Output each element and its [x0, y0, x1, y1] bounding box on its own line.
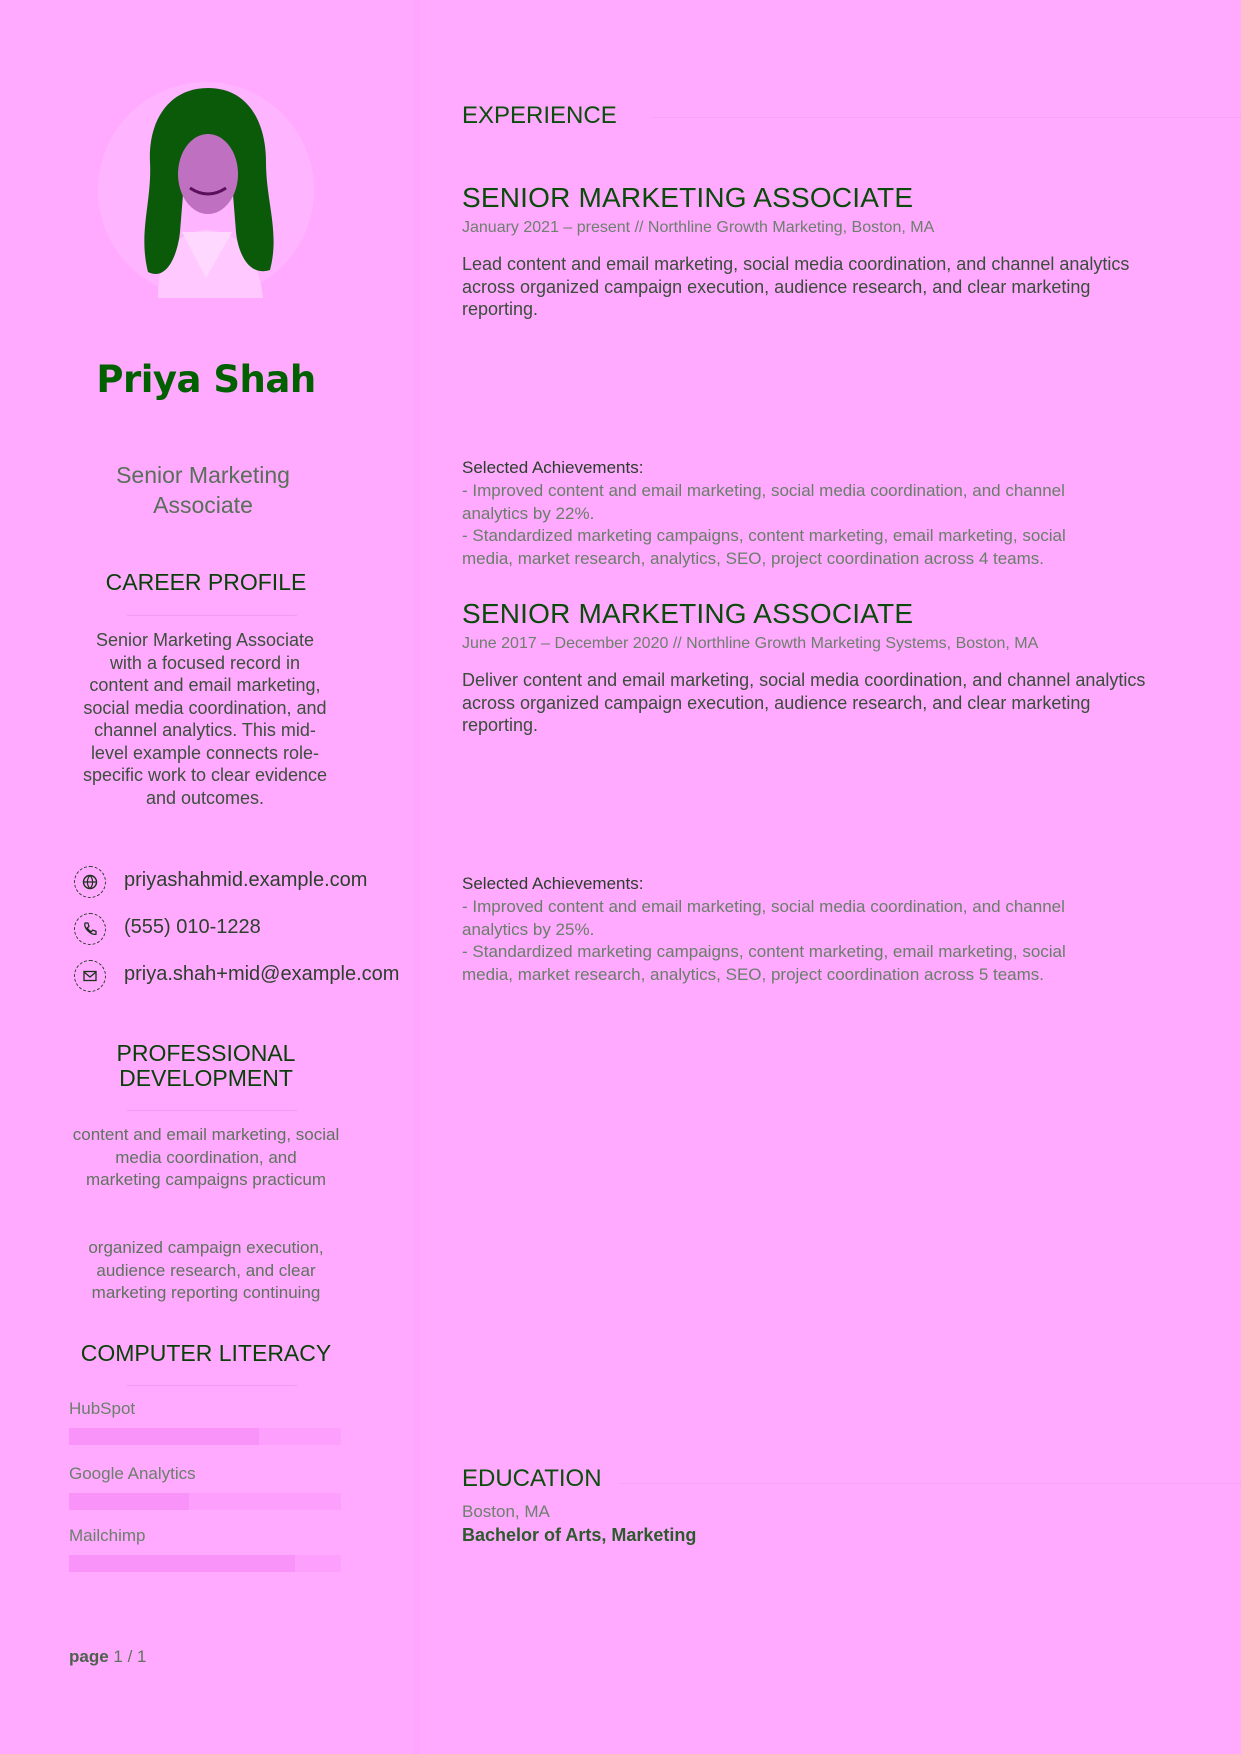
computer-literacy-rule: [127, 1385, 297, 1386]
skill-fill-hubspot: [69, 1428, 259, 1445]
phone-icon: [74, 913, 106, 945]
job-2-description: Deliver content and email marketing, social media coordination, and channel analytics across organized campaign execution, audience research, and clear marketing reporting.: [462, 670, 1146, 735]
computer-literacy-heading: COMPUTER LITERACY: [80, 1340, 332, 1366]
career-profile-text: Senior Marketing Associate with a focused record in content and email marketing, social media coordination, and channel analytics. This mid-level example connects role-specific work to clear evidence and outcomes.: [82, 630, 328, 808]
career-profile-heading: CAREER PROFILE: [105, 569, 307, 595]
sidebar-divider: [414, 0, 420, 1754]
development-item-1-description: content and email marketing, social media coordination, and: [72, 1125, 340, 1167]
experience-heading-rule: [650, 117, 1241, 118]
career-profile-rule: [127, 615, 297, 616]
globe-icon: [74, 866, 106, 898]
skill-label-mailchimp: Mailchimp: [69, 1526, 146, 1545]
phone-text: (555) 010-1228: [124, 916, 261, 938]
education-location: Boston, MA: [462, 1502, 550, 1521]
job-1-title: SENIOR MARKETING ASSOCIATE: [462, 182, 914, 213]
job-1-achievement-1: - Improved content and email marketing, social media coordination, and channel analytics by 22%.: [462, 481, 1065, 523]
page-value: 1 / 1: [113, 1647, 147, 1666]
skill-fill-google-analytics: [69, 1493, 189, 1510]
job-1-description: Lead content and email marketing, social media coordination, and channel analytics across organized campaign execution, audience research, and clear marketing reporting.: [462, 254, 1130, 319]
website-text: priyashahmid.example.com: [124, 869, 368, 891]
job-1-achievement-2: - Standardized marketing campaigns, content marketing, email marketing, social media, market research, analytics, SEO, project coordination across 4 teams.: [462, 526, 1066, 568]
page-number: [69, 1647, 147, 1667]
job-2-achievement-1: - Improved content and email marketing, social media coordination, and channel analytics by 25%.: [462, 897, 1065, 939]
skill-label-hubspot: HubSpot: [69, 1399, 136, 1418]
development-item-2-description: organized campaign execution, audience research, and clear marketing reporting continuing: [88, 1238, 324, 1302]
page-label: page: [69, 1647, 109, 1666]
job-2-achievements: [462, 896, 1112, 1012]
candidate-title: Senior Marketing Associate: [116, 462, 290, 518]
email-text: priya.shah+mid@example.com: [124, 963, 400, 985]
profile-photo: [98, 82, 314, 298]
education-heading-rule: [618, 1483, 1241, 1484]
skill-label-google-analytics: Google Analytics: [69, 1464, 196, 1483]
skill-bar-google-analytics: [69, 1493, 341, 1510]
experience-heading: EXPERIENCE: [462, 102, 617, 129]
mail-icon: [74, 960, 106, 992]
education-heading: EDUCATION: [462, 1465, 602, 1492]
contact-email[interactable]: [74, 960, 414, 996]
job-1-achievements-title: Selected Achievements:: [462, 458, 644, 477]
professional-development-heading: PROFESSIONAL DEVELOPMENT: [116, 1040, 296, 1091]
job-1-achievements: [462, 480, 1112, 568]
candidate-name: Priya Shah: [96, 358, 316, 401]
professional-development-rule: [127, 1110, 297, 1111]
job-1-meta: January 2021 – present // Northline Growth Marketing, Boston, MA: [462, 219, 935, 236]
skill-bar-mailchimp: [69, 1555, 341, 1572]
development-item-1-title: marketing campaigns practicum: [86, 1170, 326, 1189]
education-degree: Bachelor of Arts, Marketing: [462, 1525, 697, 1545]
job-2-achievement-2: - Standardized marketing campaigns, content marketing, email marketing, social media, market research, analytics, SEO, project coordination across 5 teams.: [462, 942, 1066, 984]
job-2-meta: June 2017 – December 2020 // Northline Growth Marketing Systems, Boston, MA: [462, 635, 1039, 652]
skill-bar-hubspot: [69, 1428, 341, 1445]
contact-website[interactable]: [74, 866, 414, 902]
contact-phone[interactable]: [74, 913, 414, 949]
job-2-title: SENIOR MARKETING ASSOCIATE: [462, 598, 914, 629]
job-2-achievements-title: Selected Achievements:: [462, 874, 644, 893]
skill-fill-mailchimp: [69, 1555, 295, 1572]
